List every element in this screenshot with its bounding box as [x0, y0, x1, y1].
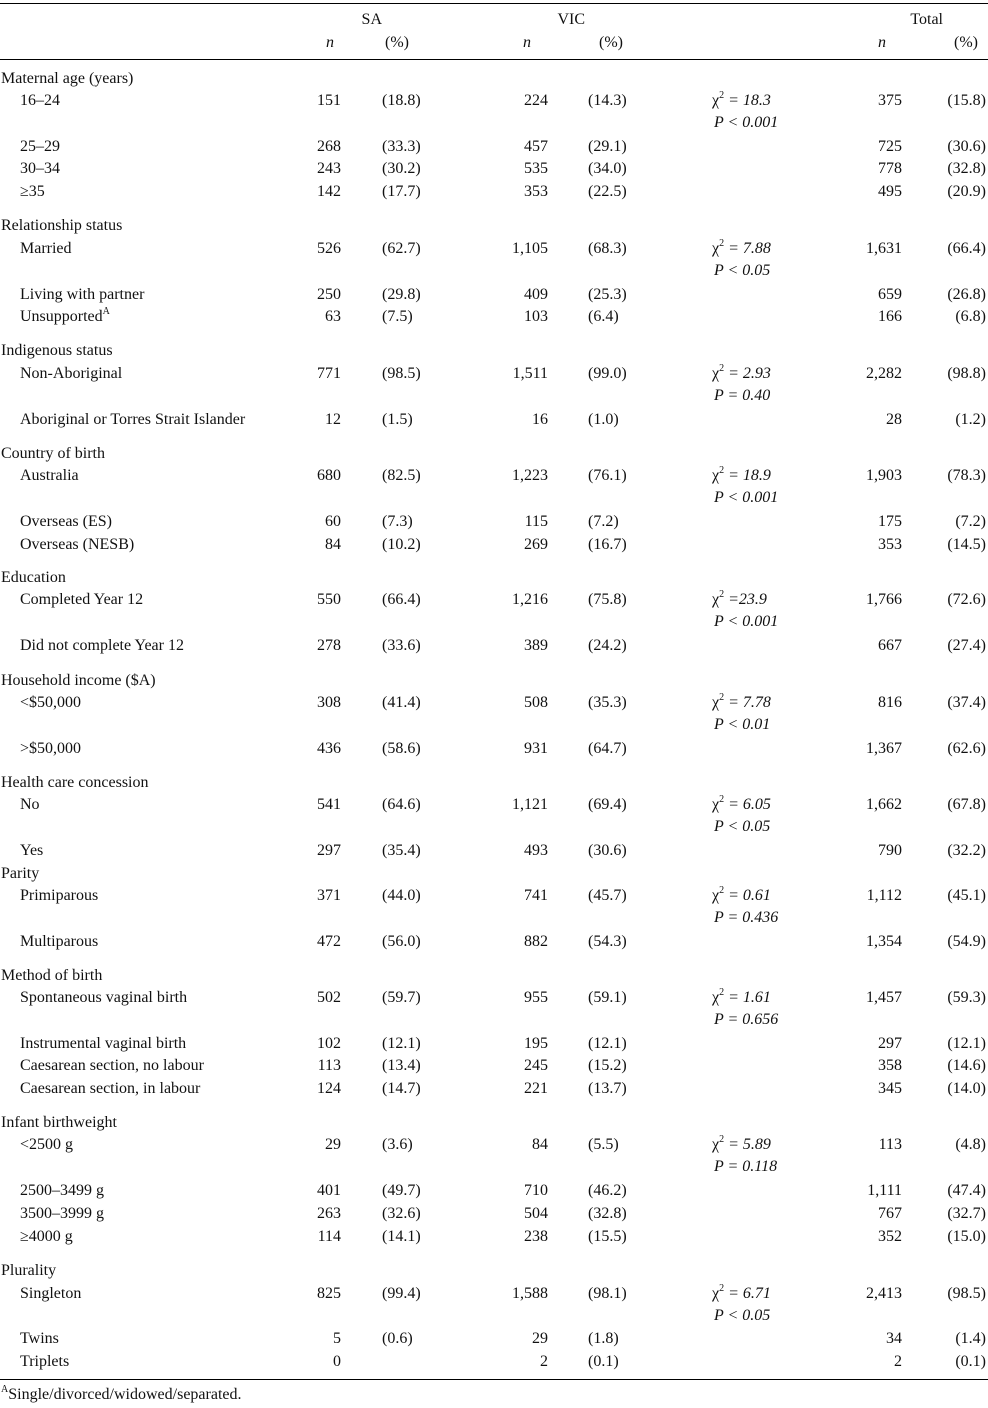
sa-n: 60	[325, 513, 341, 530]
total-pct: (7.2)	[955, 513, 986, 530]
total-n: 1,354	[866, 933, 902, 950]
row-label: Overseas (ES)	[20, 513, 112, 530]
vic-n: 353	[524, 183, 548, 200]
vic-n: 508	[524, 694, 548, 711]
total-pct: (30.6)	[947, 138, 986, 155]
total-pct: (20.9)	[947, 183, 986, 200]
header-rule	[0, 59, 988, 60]
section-title: Indigenous status	[1, 342, 113, 359]
total-n: 2,413	[866, 1285, 902, 1302]
sa-n: 541	[317, 796, 341, 813]
vic-n: 493	[524, 842, 548, 859]
total-pct: (6.8)	[955, 308, 986, 325]
sa-pct: (49.7)	[382, 1182, 421, 1199]
vic-pct: (99.0)	[588, 365, 627, 382]
vic-pct: (30.6)	[588, 842, 627, 859]
sa-n: 401	[317, 1182, 341, 1199]
vic-n: 115	[524, 513, 548, 530]
total-n: 345	[878, 1080, 902, 1097]
total-n: 767	[878, 1205, 902, 1222]
sa-pct: (12.1)	[382, 1035, 421, 1052]
total-pct: (32.8)	[947, 160, 986, 177]
total-pct: (98.8)	[947, 365, 986, 382]
row-label: Singleton	[20, 1285, 82, 1302]
vic-pct: (1.8)	[588, 1330, 619, 1347]
p-value: P < 0.05	[714, 262, 771, 279]
vic-n: 1,511	[512, 365, 548, 382]
chi-square-value: = 5.89	[724, 1136, 771, 1153]
sa-n: 680	[317, 467, 341, 484]
row-label: Did not complete Year 12	[20, 637, 184, 654]
sa-n: 84	[325, 536, 341, 553]
sa-n: 297	[317, 842, 341, 859]
row-label: Aboriginal or Torres Strait Islander	[20, 411, 246, 428]
sa-pct: (33.6)	[382, 637, 421, 654]
chi-square-value: =23.9	[724, 591, 767, 608]
sa-pct: (30.2)	[382, 160, 421, 177]
sa-n: 29	[325, 1136, 341, 1153]
sa-pct: (29.8)	[382, 286, 421, 303]
sa-pct: (82.5)	[382, 467, 421, 484]
sa-pct: (41.4)	[382, 694, 421, 711]
sa-pct: (7.3)	[382, 513, 413, 530]
sa-pct: (99.4)	[382, 1285, 421, 1302]
total-n: 352	[878, 1228, 902, 1245]
footnote	[1, 1383, 242, 1404]
vic-n: 535	[524, 160, 548, 177]
sa-n: 472	[317, 933, 341, 950]
total-n: 790	[878, 842, 902, 859]
vic-n: 84	[532, 1136, 548, 1153]
vic-n: 710	[524, 1182, 548, 1199]
vic-pct: (69.4)	[588, 796, 627, 813]
vic-pct: (25.3)	[588, 286, 627, 303]
total-n: 1,111	[867, 1182, 902, 1199]
table-bottom-rule	[0, 1379, 988, 1380]
sa-n: 151	[317, 92, 341, 109]
chi-square: $\chi^2 = 1.61$	[712, 986, 771, 1006]
chi-square-value: = 7.78	[724, 694, 771, 711]
vic-n: 882	[524, 933, 548, 950]
row-label: No	[20, 796, 40, 813]
header-pct: (%)	[954, 34, 978, 51]
sa-pct: (3.6)	[382, 1136, 413, 1153]
sa-n: 263	[317, 1205, 341, 1222]
row-label: 30–34	[20, 160, 60, 177]
p-value: P = 0.118	[714, 1158, 778, 1175]
chi-square-value: = 18.3	[724, 92, 771, 109]
vic-n: 245	[524, 1057, 548, 1074]
total-n: 1,631	[866, 240, 902, 257]
vic-pct: (76.1)	[588, 467, 627, 484]
total-n: 1,367	[866, 740, 902, 757]
sa-pct: (13.4)	[382, 1057, 421, 1074]
total-pct: (66.4)	[947, 240, 986, 257]
total-pct: (1.4)	[955, 1330, 986, 1347]
total-pct: (54.9)	[947, 933, 986, 950]
vic-n: 1,216	[512, 591, 548, 608]
total-pct: (37.4)	[947, 694, 986, 711]
sa-pct: (7.5)	[382, 308, 413, 325]
total-n: 353	[878, 536, 902, 553]
sa-pct: (32.6)	[382, 1205, 421, 1222]
sa-pct: (56.0)	[382, 933, 421, 950]
total-n: 1,112	[866, 887, 902, 904]
header-pct: (%)	[599, 34, 623, 51]
p-value: P = 0.436	[714, 909, 779, 926]
total-n: 2,282	[866, 365, 902, 382]
chi-square-value: = 6.05	[724, 796, 771, 813]
sa-n: 63	[325, 308, 341, 325]
total-pct: (32.7)	[947, 1205, 986, 1222]
sa-n: 5	[333, 1330, 341, 1347]
vic-n: 457	[524, 138, 548, 155]
p-value: P = 0.656	[714, 1011, 779, 1028]
sa-n: 142	[317, 183, 341, 200]
footnote-marker: A	[102, 305, 110, 317]
p-value: P < 0.001	[714, 613, 779, 630]
vic-n: 238	[524, 1228, 548, 1245]
vic-pct: (75.8)	[588, 591, 627, 608]
vic-pct: (29.1)	[588, 138, 627, 155]
section-title: Plurality	[1, 1262, 57, 1279]
sa-pct: (18.8)	[382, 92, 421, 109]
row-label: ≥4000 g	[20, 1228, 73, 1245]
vic-pct: (12.1)	[588, 1035, 627, 1052]
header-sa: SA	[361, 11, 382, 28]
total-n: 659	[878, 286, 902, 303]
total-n: 1,457	[866, 989, 902, 1006]
total-pct: (26.8)	[947, 286, 986, 303]
total-n: 34	[886, 1330, 902, 1347]
vic-pct: (98.1)	[588, 1285, 627, 1302]
sa-n: 12	[325, 411, 341, 428]
row-label: Instrumental vaginal birth	[20, 1035, 187, 1052]
chi-square-value: = 6.71	[724, 1285, 771, 1302]
section-title: Method of birth	[1, 967, 103, 984]
vic-pct: (64.7)	[588, 740, 627, 757]
vic-pct: (24.2)	[588, 637, 627, 654]
sa-n: 268	[317, 138, 341, 155]
vic-pct: (7.2)	[588, 513, 619, 530]
total-pct: (15.8)	[947, 92, 986, 109]
sa-n: 771	[317, 365, 341, 382]
row-label-text: Unsupported	[20, 308, 103, 325]
sa-pct: (14.1)	[382, 1228, 421, 1245]
section-title: Household income ($A)	[1, 672, 156, 689]
row-label: Married	[20, 240, 72, 257]
row-label: <$50,000	[20, 694, 82, 711]
chi-square: $\chi^2 = 0.61$	[712, 884, 771, 904]
sa-n: 825	[317, 1285, 341, 1302]
sa-pct: (33.3)	[382, 138, 421, 155]
header-total: Total	[910, 11, 943, 28]
total-n: 495	[878, 183, 902, 200]
vic-pct: (15.2)	[588, 1057, 627, 1074]
vic-n: 224	[524, 92, 548, 109]
sa-n: 436	[317, 740, 341, 757]
total-pct: (67.8)	[947, 796, 986, 813]
vic-n: 409	[524, 286, 548, 303]
footnote-text: Single/divorced/widowed/separated.	[8, 1386, 242, 1403]
total-n: 667	[878, 637, 902, 654]
vic-pct: (0.1)	[588, 1353, 619, 1370]
chi-square-value: = 1.61	[724, 989, 771, 1006]
total-pct: (12.1)	[947, 1035, 986, 1052]
sa-pct: (35.4)	[382, 842, 421, 859]
section-title: Education	[1, 569, 66, 586]
vic-n: 931	[524, 740, 548, 757]
total-n: 166	[878, 308, 902, 325]
chi-square-value: = 18.9	[724, 467, 771, 484]
sa-pct: (59.7)	[382, 989, 421, 1006]
p-value: P < 0.05	[714, 1307, 771, 1324]
sa-n: 502	[317, 989, 341, 1006]
vic-n: 195	[524, 1035, 548, 1052]
vic-pct: (6.4)	[588, 308, 619, 325]
sa-pct: (10.2)	[382, 536, 421, 553]
total-n: 375	[878, 92, 902, 109]
row-label: Multiparous	[20, 933, 99, 950]
table-top-rule	[0, 3, 988, 4]
vic-pct: (34.0)	[588, 160, 627, 177]
sa-pct: (44.0)	[382, 887, 421, 904]
vic-n: 29	[532, 1330, 548, 1347]
total-n: 358	[878, 1057, 902, 1074]
chi-square-value: = 2.93	[724, 365, 771, 382]
total-pct: (14.5)	[947, 536, 986, 553]
vic-n: 1,105	[512, 240, 548, 257]
vic-n: 1,588	[512, 1285, 548, 1302]
vic-pct: (22.5)	[588, 183, 627, 200]
total-pct: (45.1)	[947, 887, 986, 904]
row-label: Triplets	[20, 1353, 70, 1370]
sa-n: 371	[317, 887, 341, 904]
sa-n: 550	[317, 591, 341, 608]
vic-pct: (15.5)	[588, 1228, 627, 1245]
total-pct: (15.0)	[947, 1228, 986, 1245]
vic-pct: (54.3)	[588, 933, 627, 950]
row-label: Primiparous	[20, 887, 99, 904]
total-pct: (78.3)	[947, 467, 986, 484]
total-n: 1,766	[866, 591, 902, 608]
section-title: Infant birthweight	[1, 1114, 117, 1131]
total-n: 1,662	[866, 796, 902, 813]
row-label: Australia	[20, 467, 79, 484]
sa-pct: (62.7)	[382, 240, 421, 257]
header-vic: VIC	[557, 11, 585, 28]
chi-square: $\chi^2 = 18.3$	[712, 89, 771, 109]
total-n: 297	[878, 1035, 902, 1052]
row-label: Twins	[20, 1330, 59, 1347]
vic-pct: (16.7)	[588, 536, 627, 553]
total-n: 113	[878, 1136, 902, 1153]
sa-pct: (14.7)	[382, 1080, 421, 1097]
row-label: Yes	[20, 842, 44, 859]
chi-square: $\chi^2 = 6.71$	[712, 1282, 771, 1302]
total-n: 725	[878, 138, 902, 155]
header-pct: (%)	[385, 34, 409, 51]
chi-square: $\chi^2 = 6.05$	[712, 793, 771, 813]
row-label: Spontaneous vaginal birth	[20, 989, 188, 1006]
total-n: 28	[886, 411, 902, 428]
row-label: Caesarean section, in labour	[20, 1080, 201, 1097]
row-label: 2500–3499 g	[20, 1182, 104, 1199]
sa-n: 308	[317, 694, 341, 711]
total-pct: (72.6)	[947, 591, 986, 608]
vic-n: 1,223	[512, 467, 548, 484]
vic-n: 2	[540, 1353, 548, 1370]
section-title: Relationship status	[1, 217, 123, 234]
row-label: Overseas (NESB)	[20, 536, 135, 553]
chi-square-value: = 0.61	[724, 887, 771, 904]
total-pct: (32.2)	[947, 842, 986, 859]
row-label: 3500–3999 g	[20, 1205, 104, 1222]
header-n: n	[523, 34, 531, 51]
sa-n: 243	[317, 160, 341, 177]
section-title: Health care concession	[1, 774, 149, 791]
total-n: 1,903	[866, 467, 902, 484]
vic-n: 389	[524, 637, 548, 654]
vic-n: 103	[524, 308, 548, 325]
sa-pct: (98.5)	[382, 365, 421, 382]
sa-n: 124	[317, 1080, 341, 1097]
chi-square-value: = 7.88	[724, 240, 771, 257]
vic-n: 504	[524, 1205, 548, 1222]
total-pct: (14.6)	[947, 1057, 986, 1074]
sa-n: 278	[317, 637, 341, 654]
total-pct: (27.4)	[947, 637, 986, 654]
vic-n: 1,121	[512, 796, 548, 813]
vic-pct: (32.8)	[588, 1205, 627, 1222]
sa-n: 113	[317, 1057, 341, 1074]
chi-square: $\chi^2 = 18.9$	[712, 464, 771, 484]
row-label: <2500 g	[20, 1136, 74, 1153]
p-value: P < 0.001	[714, 489, 779, 506]
row-label	[20, 305, 110, 326]
section-title: Maternal age (years)	[1, 70, 134, 87]
vic-n: 16	[532, 411, 548, 428]
row-label: Caesarean section, no labour	[20, 1057, 204, 1074]
p-value: P < 0.01	[714, 716, 771, 733]
section-title: Country of birth	[1, 445, 105, 462]
row-label: Living with partner	[20, 286, 145, 303]
footnote-marker: A	[1, 1383, 9, 1395]
row-label: >$50,000	[20, 740, 82, 757]
vic-pct: (5.5)	[588, 1136, 619, 1153]
header-n: n	[878, 34, 886, 51]
vic-pct: (13.7)	[588, 1080, 627, 1097]
total-n: 175	[878, 513, 902, 530]
row-label: ≥35	[20, 183, 45, 200]
vic-pct: (68.3)	[588, 240, 627, 257]
vic-n: 955	[524, 989, 548, 1006]
vic-pct: (59.1)	[588, 989, 627, 1006]
chi-square: $\chi^2 = 7.88$	[712, 237, 771, 257]
row-label: 25–29	[20, 138, 60, 155]
vic-pct: (1.0)	[588, 411, 619, 428]
p-value: P < 0.001	[714, 114, 779, 131]
row-label: Non-Aboriginal	[20, 365, 123, 382]
sa-n: 250	[317, 286, 341, 303]
chi-square: $\chi^2 = 7.78$	[712, 691, 771, 711]
p-value: P < 0.05	[714, 818, 771, 835]
section-title: Parity	[1, 865, 40, 882]
sa-pct: (17.7)	[382, 183, 421, 200]
sa-pct: (0.6)	[382, 1330, 413, 1347]
total-n: 778	[878, 160, 902, 177]
vic-pct: (14.3)	[588, 92, 627, 109]
vic-n: 741	[524, 887, 548, 904]
row-label: Completed Year 12	[20, 591, 144, 608]
total-pct: (59.3)	[947, 989, 986, 1006]
total-pct: (14.0)	[947, 1080, 986, 1097]
total-pct: (4.8)	[955, 1136, 986, 1153]
p-value: P = 0.40	[714, 387, 771, 404]
vic-pct: (45.7)	[588, 887, 627, 904]
total-pct: (0.1)	[955, 1353, 986, 1370]
row-label: 16–24	[20, 92, 60, 109]
chi-square: $\chi^2 = 2.93$	[712, 362, 771, 382]
total-n: 2	[894, 1353, 902, 1370]
vic-pct: (35.3)	[588, 694, 627, 711]
vic-pct: (46.2)	[588, 1182, 627, 1199]
sa-pct: (64.6)	[382, 796, 421, 813]
sa-n: 114	[317, 1228, 341, 1245]
chi-square: $\chi^2 =23.9$	[712, 588, 767, 608]
sa-n: 102	[317, 1035, 341, 1052]
total-pct: (98.5)	[947, 1285, 986, 1302]
vic-n: 221	[524, 1080, 548, 1097]
vic-n: 269	[524, 536, 548, 553]
sa-pct: (58.6)	[382, 740, 421, 757]
sa-pct: (1.5)	[382, 411, 413, 428]
total-pct: (47.4)	[947, 1182, 986, 1199]
total-n: 816	[878, 694, 902, 711]
chi-square: $\chi^2 = 5.89$	[712, 1133, 771, 1153]
sa-pct: (66.4)	[382, 591, 421, 608]
sa-n: 526	[317, 240, 341, 257]
total-pct: (62.6)	[947, 740, 986, 757]
sa-n: 0	[333, 1353, 341, 1370]
total-pct: (1.2)	[955, 411, 986, 428]
header-n: n	[326, 34, 334, 51]
